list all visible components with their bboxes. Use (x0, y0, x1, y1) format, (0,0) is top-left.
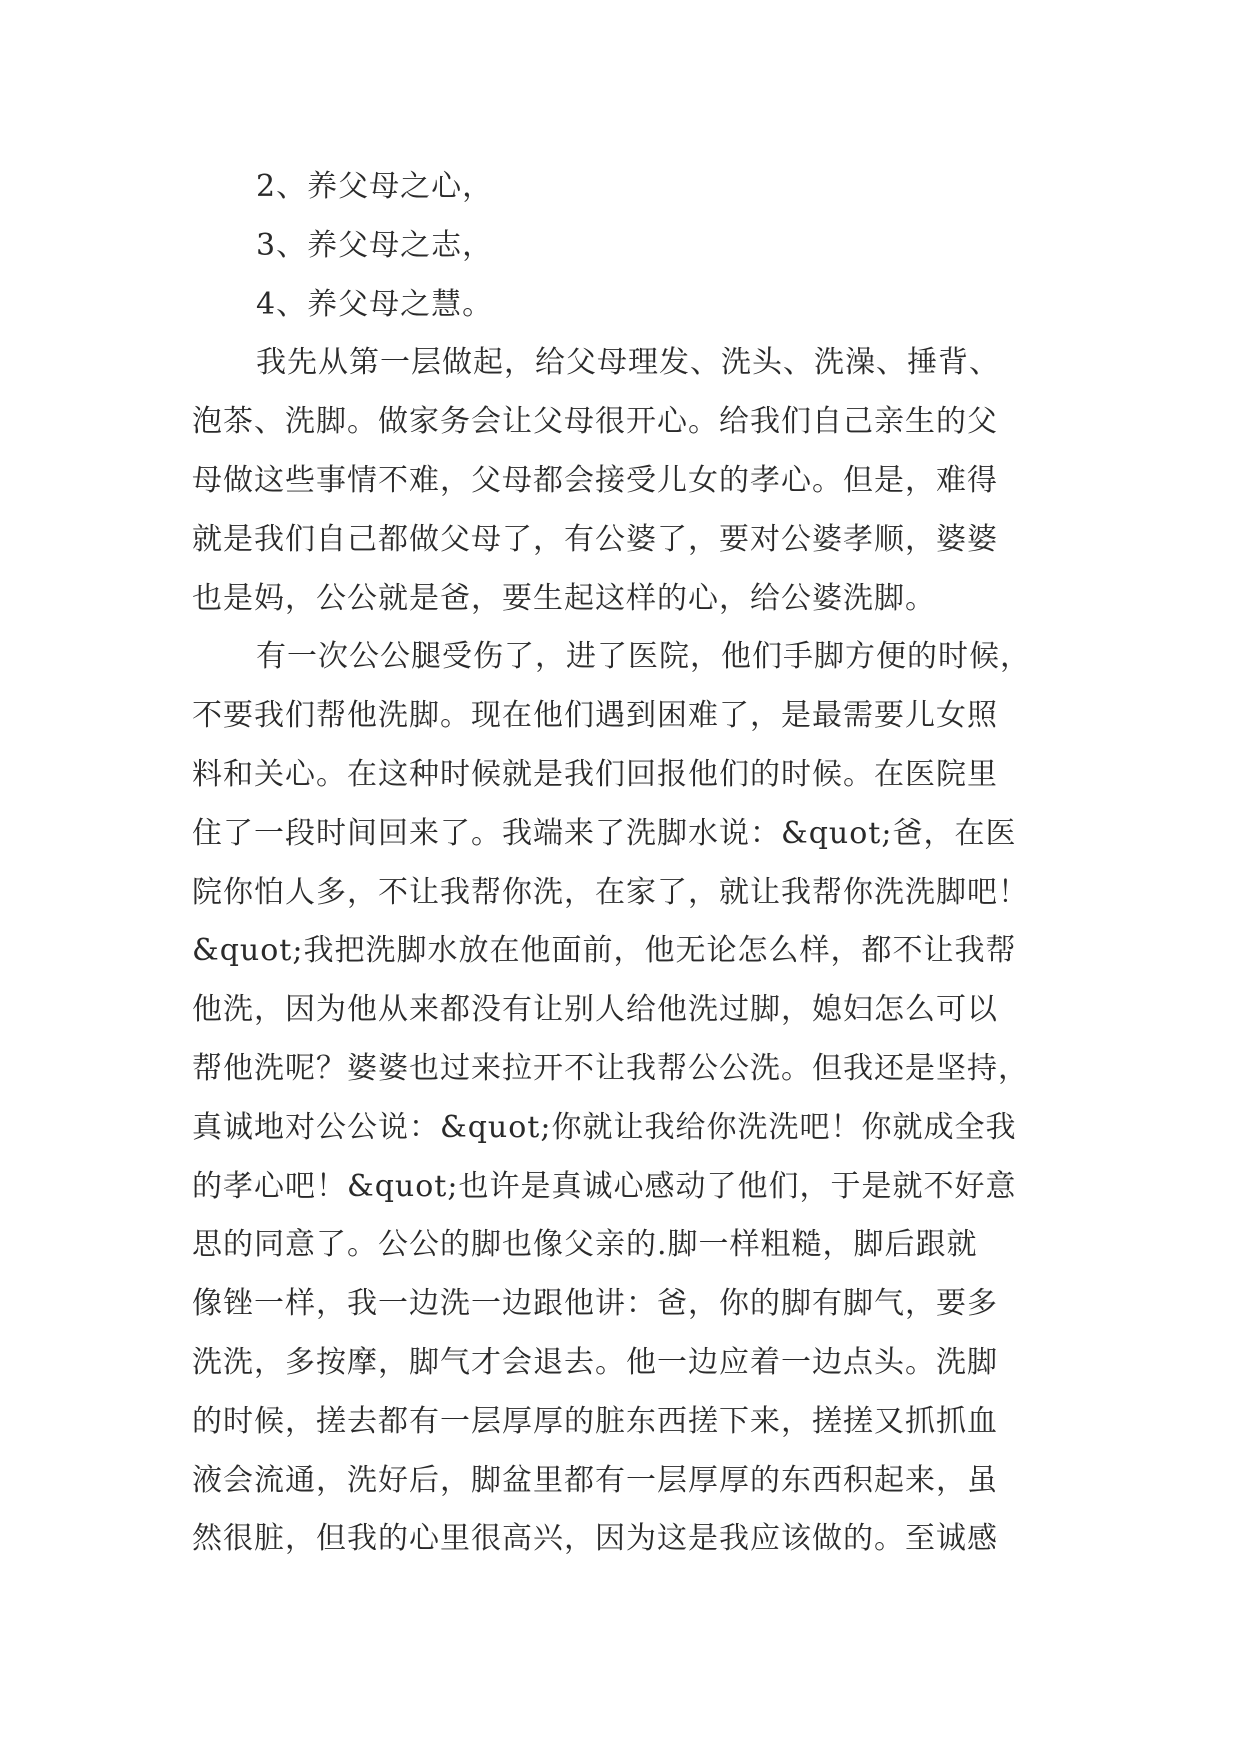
paragraph-line: 不要我们帮他洗脚。现在他们遇到困难了，是最需要儿女照 (192, 698, 998, 734)
list-item: 2、养父母之心， (256, 169, 494, 204)
paragraph-line: 有一次公公腿受伤了，进了医院，他们手脚方便的时候， (256, 639, 1031, 675)
paragraph-line: 液会流通，洗好后，脚盆里都有一层厚厚的东西积起来，虽 (192, 1462, 998, 1498)
paragraph-line: 像锉一样，我一边洗一边跟他讲：爸，你的脚有脚气，要多 (192, 1286, 998, 1322)
paragraph-line: 真诚地对公公说：&quot;你就让我给你洗洗吧！你就成全我 (192, 1109, 1017, 1145)
list-item: 3、养父母之志， (256, 227, 494, 263)
paragraph-line: 然很脏，但我的心里很高兴，因为这是我应该做的。至诚感 (192, 1521, 998, 1557)
paragraph-line: 院你怕人多，不让我帮你洗，在家了，就让我帮你洗洗脚吧！ (192, 874, 1029, 910)
list-item: 4、养父母之慧。 (256, 286, 494, 322)
document-body (192, 158, 1052, 1569)
paragraph-line: 的孝心吧！&quot;也许是真诚心感动了他们，于是就不好意 (192, 1168, 1017, 1204)
paragraph-line: 的时候，搓去都有一层厚厚的脏东西搓下来，搓搓又抓抓血 (192, 1403, 998, 1439)
paragraph-line: 住了一段时间回来了。我端来了洗脚水说：&quot;爸，在医 (192, 815, 1017, 851)
paragraph-line: 帮他洗呢？婆婆也过来拉开不让我帮公公洗。但我还是坚持， (192, 1050, 1029, 1086)
paragraph-line: 泡茶、洗脚。做家务会让父母很开心。给我们自己亲生的父 (192, 404, 998, 440)
paragraph-line: 母做这些事情不难，父母都会接受儿女的孝心。但是，难得 (192, 462, 998, 498)
paragraph-line: 也是妈，公公就是爸，要生起这样的心，给公婆洗脚。 (192, 580, 936, 616)
paragraph-line: 洗洗，多按摩，脚气才会退去。他一边应着一边点头。洗脚 (192, 1344, 998, 1380)
paragraph-line: &quot;我把洗脚水放在他面前，他无论怎么样，都不让我帮 (192, 933, 1017, 969)
paragraph-line: 就是我们自己都做父母了，有公婆了，要对公婆孝顺，婆婆 (192, 521, 998, 557)
paragraph-line: 我先从第一层做起，给父母理发、洗头、洗澡、捶背、 (256, 345, 1000, 381)
paragraph-line: 他洗，因为他从来都没有让别人给他洗过脚，媳妇怎么可以 (192, 992, 998, 1028)
paragraph-line: 料和关心。在这种时候就是我们回报他们的时候。在医院里 (192, 756, 998, 792)
paragraph-line: 思的同意了。公公的脚也像父亲的.脚一样粗糙，脚后跟就 (192, 1227, 978, 1263)
